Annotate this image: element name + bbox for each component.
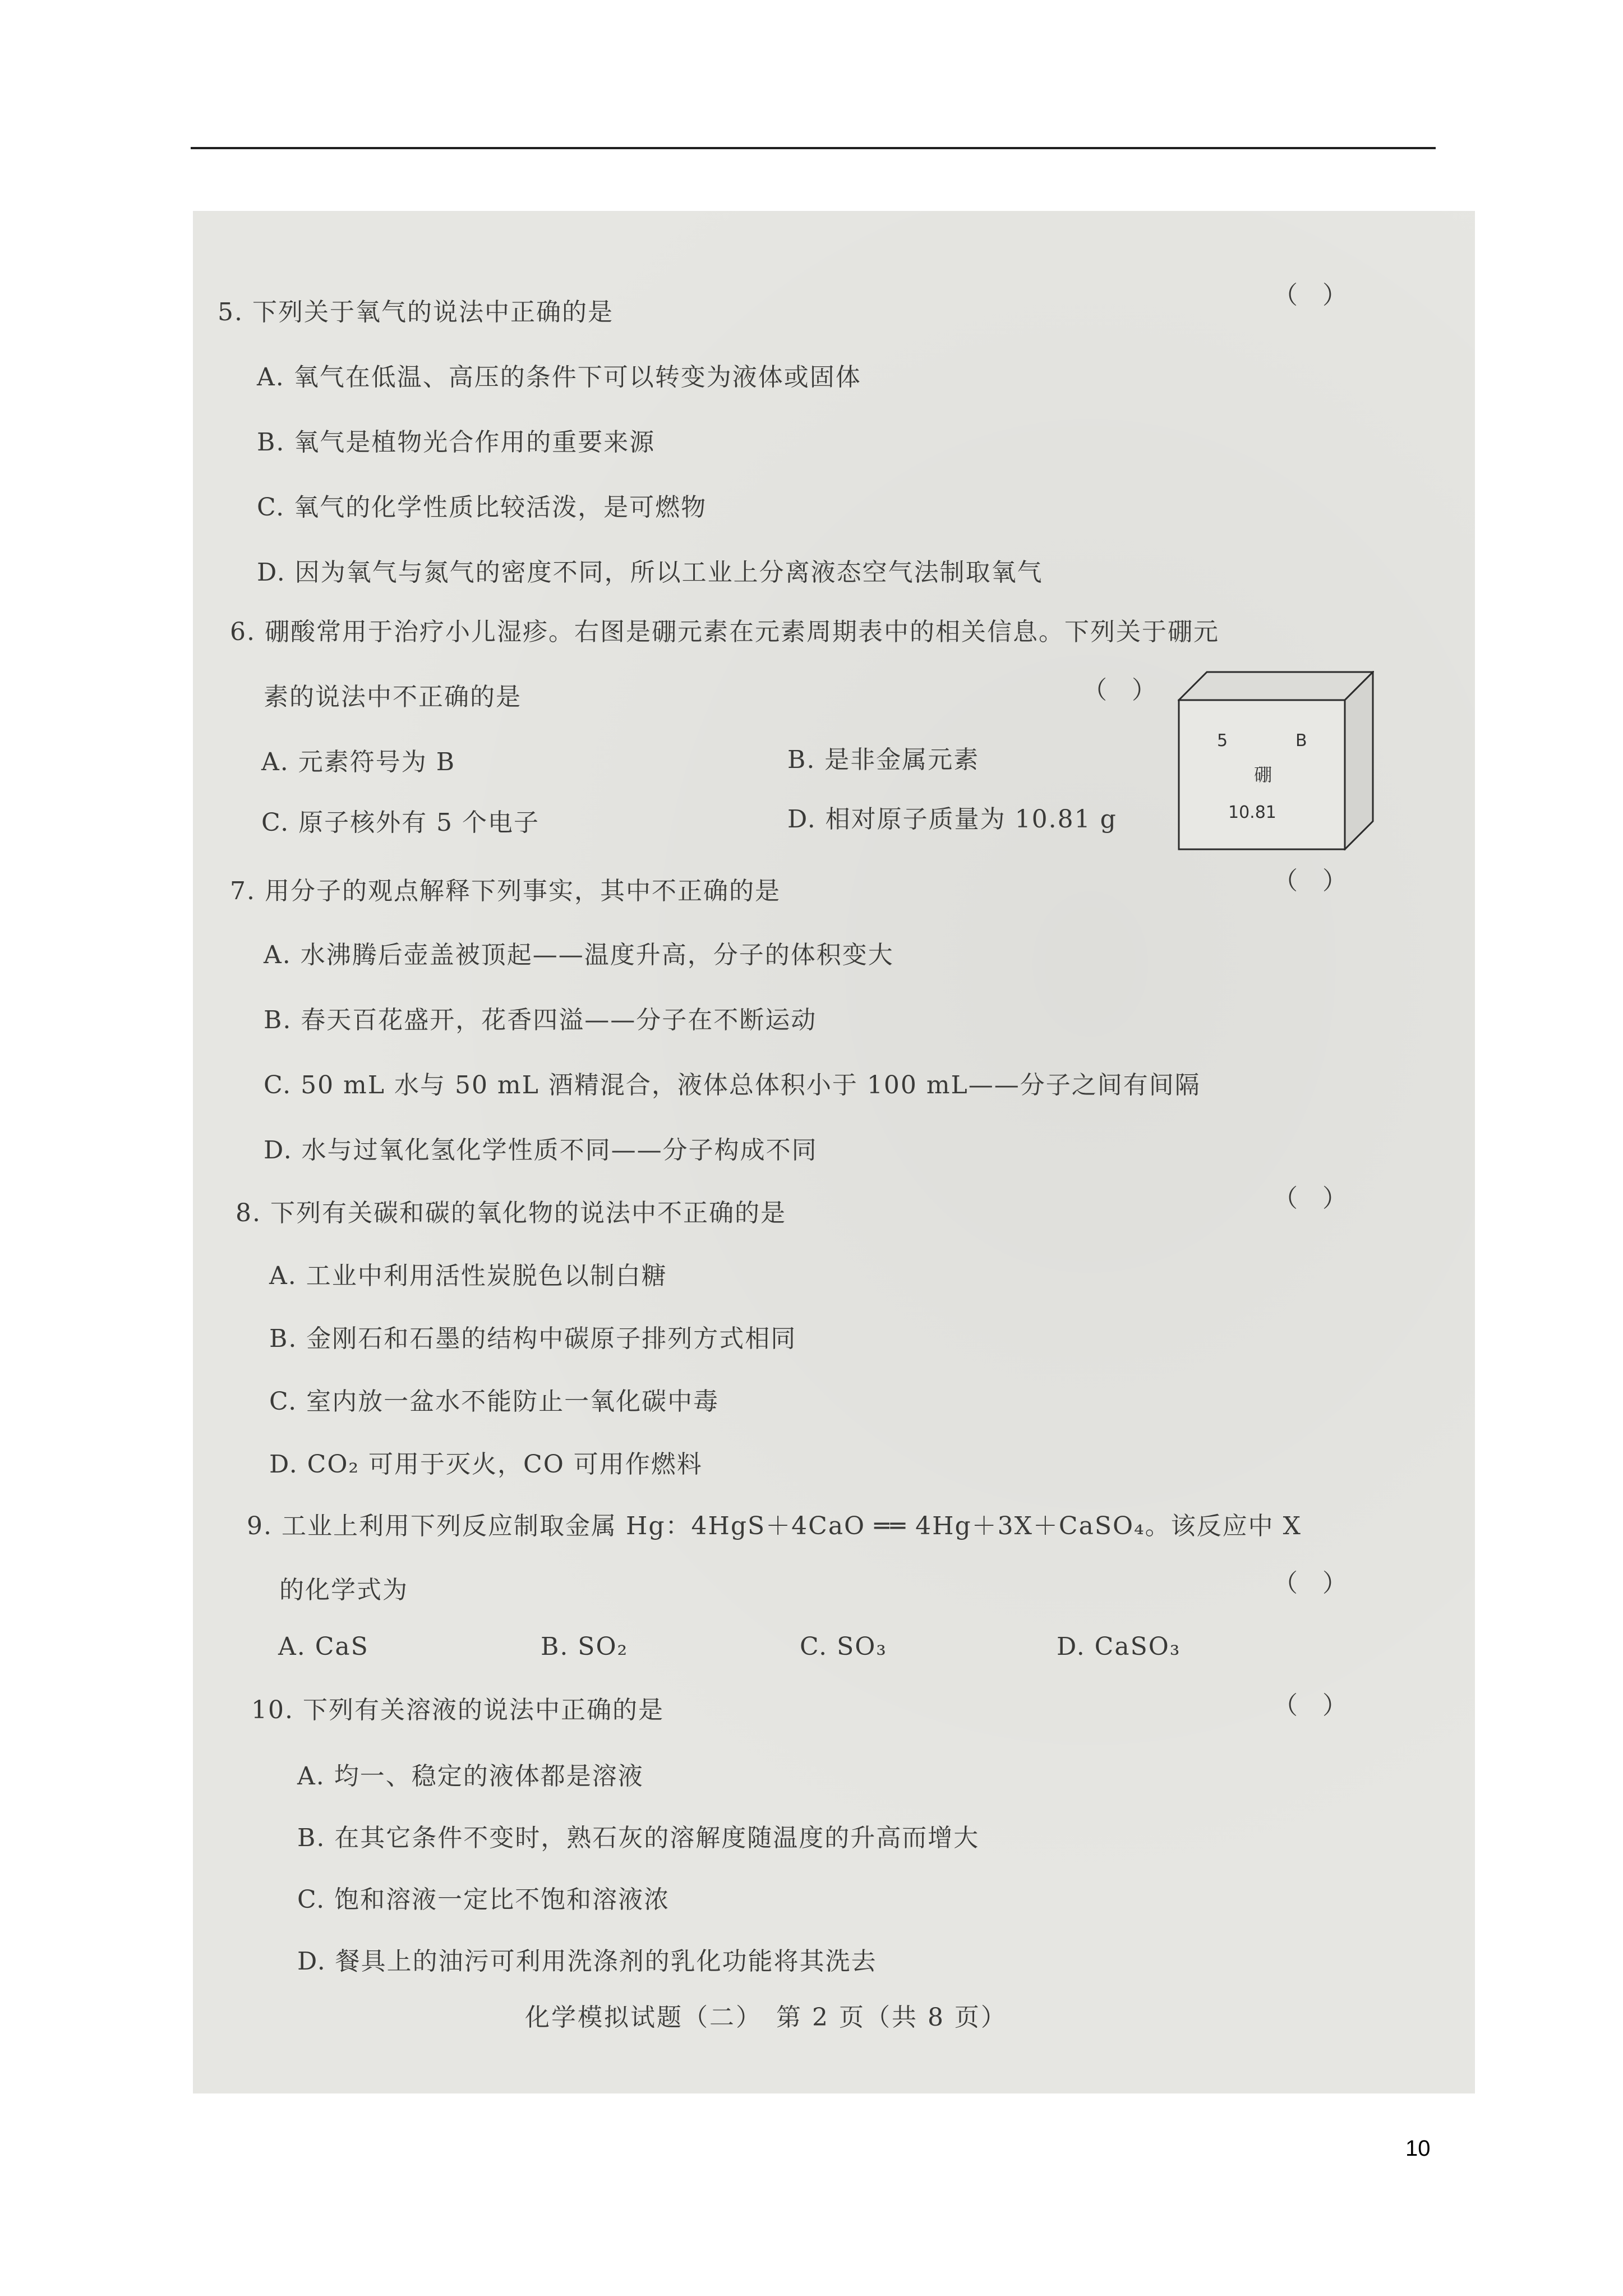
question-7-option-d: D. 水与过氧化氢化学性质不同——分子构成不同 xyxy=(264,1136,818,1165)
question-8-option-b: B. 金刚石和石墨的结构中碳原子排列方式相同 xyxy=(269,1324,797,1353)
boron-element-card xyxy=(1178,671,1374,850)
element-symbol: B xyxy=(1295,731,1307,751)
header-rule xyxy=(191,147,1436,149)
question-7-option-a: A. 水沸腾后壶盖被顶起——温度升高，分子的体积变大 xyxy=(264,941,894,969)
question-6-option-a: A. 元素符号为 B xyxy=(261,748,456,776)
question-6-option-b: B. 是非金属元素 xyxy=(787,746,980,774)
element-atomic-number: 5 xyxy=(1217,731,1228,751)
question-6-option-d: D. 相对原子质量为 10.81 g xyxy=(787,805,1117,834)
question-6-stem-line-1: 6. 硼酸常用于治疗小儿湿疹。右图是硼元素在元素周期表中的相关信息。下列关于硼元 xyxy=(230,618,1219,646)
question-6-stem-line-2: 素的说法中不正确的是 xyxy=(264,683,522,711)
question-8-option-a: A. 工业中利用活性炭脱色以制白糖 xyxy=(269,1262,667,1290)
question-10-option-b: B. 在其它条件不变时，熟石灰的溶解度随温度的升高而增大 xyxy=(297,1824,980,1852)
question-9-option-c: C. SO₃ xyxy=(800,1632,887,1661)
question-8-stem: 8. 下列有关碳和碳的氧化物的说法中不正确的是 xyxy=(236,1199,786,1227)
question-7-option-b: B. 春天百花盛开，花香四溢——分子在不断运动 xyxy=(264,1006,817,1034)
question-9-stem-line-1: 9. 工业上利用下列反应制取金属 Hg：4HgS＋4CaO ══ 4Hg＋3X＋CaSO₄。该反应中 X xyxy=(247,1512,1302,1540)
question-7-stem: 7. 用分子的观点解释下列事实，其中不正确的是 xyxy=(230,877,781,905)
question-5-option-b: B. 氧气是植物光合作用的重要来源 xyxy=(257,428,656,457)
question-5-answer-paren: （ ） xyxy=(1273,281,1347,310)
question-10-answer-paren: （ ） xyxy=(1273,1691,1347,1720)
question-8-option-c: C. 室内放一盆水不能防止一氧化碳中毒 xyxy=(269,1387,720,1416)
question-9-option-b: B. SO₂ xyxy=(541,1632,629,1661)
question-6-option-c: C. 原子核外有 5 个电子 xyxy=(261,808,540,837)
question-10-stem: 10. 下列有关溶液的说法中正确的是 xyxy=(251,1696,664,1724)
question-8-option-d: D. CO₂ 可用于灭火，CO 可用作燃料 xyxy=(269,1450,703,1479)
element-mass: 10.81 xyxy=(1228,803,1276,822)
element-name: 硼 xyxy=(1254,764,1272,785)
question-8-answer-paren: （ ） xyxy=(1273,1184,1347,1213)
question-9-option-d: D. CaSO₃ xyxy=(1057,1632,1181,1661)
question-10-option-a: A. 均一、稳定的液体都是溶液 xyxy=(297,1762,644,1791)
exam-page-footer: 化学模拟试题（二） 第 2 页（共 8 页） xyxy=(525,2003,1007,2032)
question-5-option-c: C. 氧气的化学性质比较活泼，是可燃物 xyxy=(257,493,707,522)
page-number: 10 xyxy=(1405,2136,1431,2161)
question-9-option-a: A. CaS xyxy=(278,1632,369,1661)
question-9-answer-paren: （ ） xyxy=(1273,1569,1347,1598)
question-7-option-c: C. 50 mL 水与 50 mL 酒精混合，液体总体积小于 100 mL——分子之间有间隔 xyxy=(264,1071,1201,1099)
question-5-stem: 5. 下列关于氧气的说法中正确的是 xyxy=(218,298,614,326)
question-6-answer-paren: （ ） xyxy=(1082,676,1156,705)
question-5-option-a: A. 氧气在低温、高压的条件下可以转变为液体或固体 xyxy=(257,363,861,392)
question-5-option-d: D. 因为氧气与氮气的密度不同，所以工业上分离液态空气法制取氧气 xyxy=(257,558,1043,587)
question-10-option-d: D. 餐具上的油污可利用洗涤剂的乳化功能将其洗去 xyxy=(297,1947,877,1976)
question-9-stem-line-2: 的化学式为 xyxy=(279,1576,408,1604)
question-7-answer-paren: （ ） xyxy=(1273,867,1347,895)
question-10-option-c: C. 饱和溶液一定比不饱和溶液浓 xyxy=(297,1885,670,1914)
